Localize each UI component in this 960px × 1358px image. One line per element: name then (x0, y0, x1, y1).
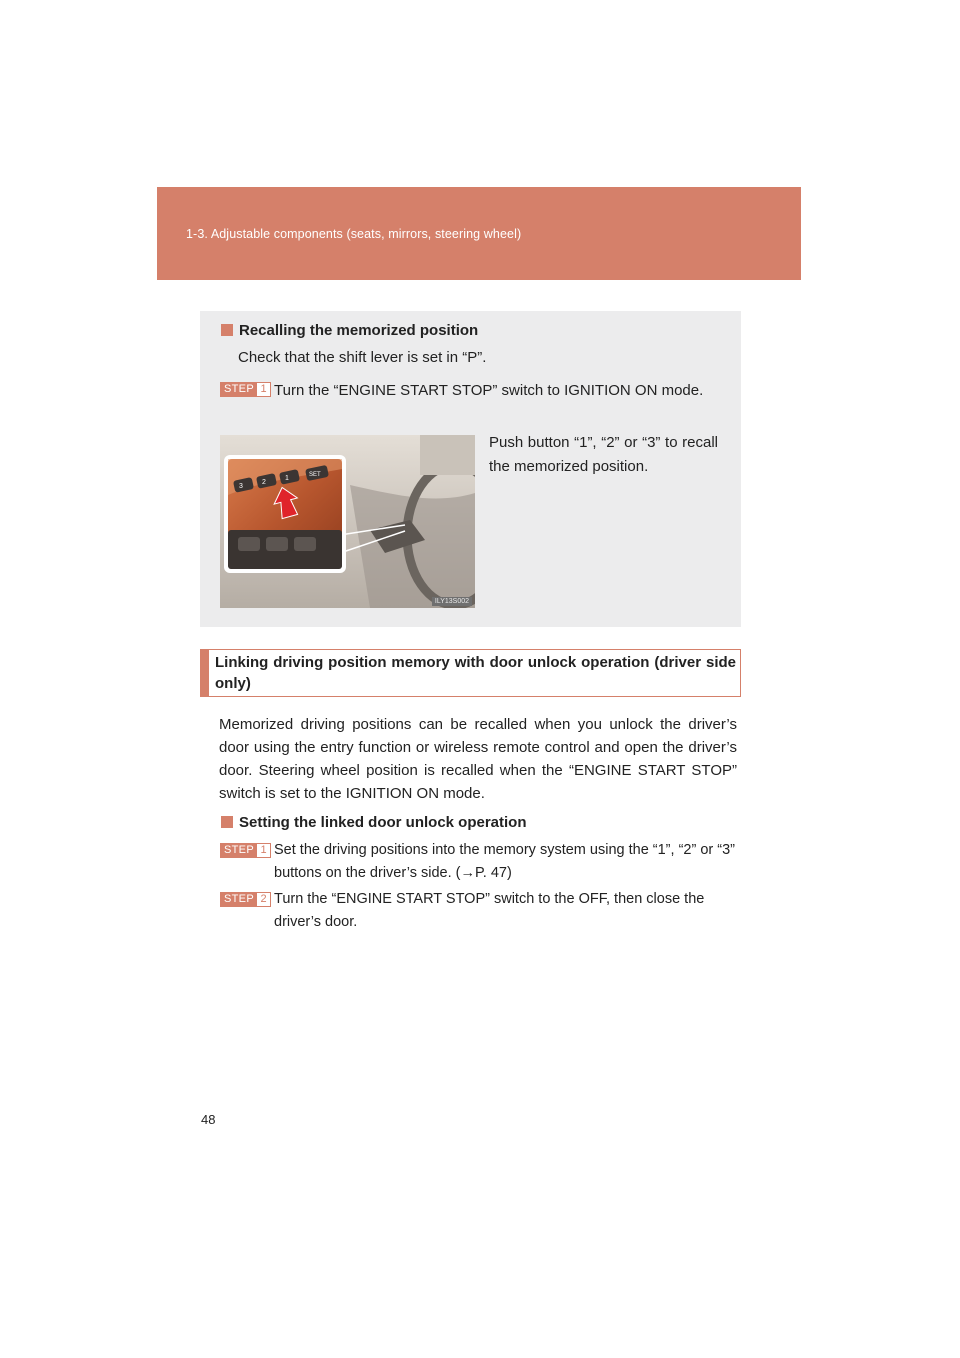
setting-linked-heading (221, 814, 527, 831)
recall-intro: Check that the shift lever is set in “P”. (238, 349, 487, 366)
linking-body-text: Memorized driving positions can be recalled when you unlock the driver’s door using the entry function or wireless remote control and open the driver’s door. Steering wheel position is recalled when the “ENGINE START STOP” switch is set to the IGNITION ON mode. (219, 716, 737, 802)
page-number: 48 (201, 1112, 216, 1127)
linking-step-2-text: Turn the “ENGINE START STOP” switch to the OFF, then close the driver’s door. (274, 891, 705, 930)
linking-step-1-text: Set the driving positions into the memory system using the “1”, “2” or “3” buttons on the driver’s side. (→P. 47) (274, 842, 735, 881)
svg-text:1: 1 (285, 475, 289, 482)
svg-text:2: 2 (262, 479, 266, 486)
setting-linked-heading-text: Setting the linked door unlock operation (239, 814, 527, 831)
svg-text:SET: SET (309, 472, 321, 478)
bullet-square-icon (221, 324, 233, 336)
figure-code: ILY13S002 (432, 597, 472, 606)
door-panel-drawing (220, 435, 475, 608)
heading-accent-bar (200, 649, 209, 697)
step-2-badge: STEP 2 (220, 892, 271, 907)
recall-heading-text: Recalling the memorized position (239, 322, 479, 339)
door-memory-switch-illustration (220, 435, 475, 608)
recall-step-2-text: Push button “1”, “2” or “3” to recall the memorized position. (489, 434, 718, 475)
chapter-header-band (157, 187, 801, 280)
linking-section-heading (200, 649, 741, 697)
recall-heading (221, 322, 478, 339)
step-1-badge: STEP 1 (220, 843, 271, 858)
linking-section-title: Linking driving position memory with door unlock operation (driver side only) (215, 654, 736, 692)
bullet-square-icon (221, 816, 233, 828)
svg-text:3: 3 (239, 483, 243, 490)
section-title: 1-3. Adjustable components (seats, mirrors, steering wheel) (186, 227, 522, 241)
recall-step-1-text: Turn the “ENGINE START STOP” switch to IGNITION ON mode. (274, 382, 704, 399)
step-1-badge: STEP 1 (220, 382, 271, 397)
